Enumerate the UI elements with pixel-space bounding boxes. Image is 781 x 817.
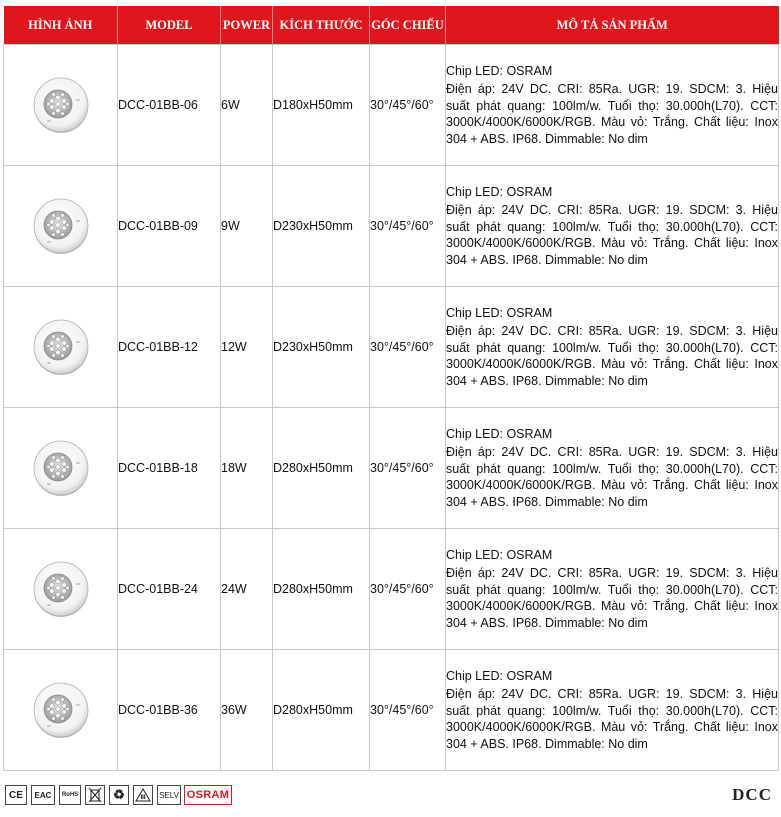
- description-cell: [446, 287, 779, 408]
- weee-bin-icon: [85, 785, 105, 805]
- eac-label: EAC: [34, 790, 52, 800]
- description-cell: [446, 529, 779, 650]
- model-cell: DCC-01BB-06: [118, 45, 221, 166]
- header-row: [4, 6, 779, 45]
- angle-cell: 30°/45°/60°: [370, 529, 446, 650]
- size-cell: D230xH50mm: [273, 166, 370, 287]
- size-cell: D280xH50mm: [273, 529, 370, 650]
- chip-text: Chip LED: OSRAM: [446, 668, 553, 683]
- svg-text:III: III: [140, 795, 146, 801]
- pool-light-icon: [31, 559, 91, 619]
- ce-label: CE: [9, 789, 23, 801]
- chip-text: Chip LED: OSRAM: [446, 184, 553, 199]
- pool-light-icon: [31, 680, 91, 740]
- model-cell: DCC-01BB-09: [118, 166, 221, 287]
- power-cell: 24W: [221, 529, 273, 650]
- osram-logo-icon: [184, 785, 232, 805]
- recycle-icon: ♻: [109, 785, 129, 805]
- product-image-cell: [4, 529, 118, 650]
- size-cell: D280xH50mm: [273, 650, 370, 771]
- description-text: Điện áp: 24V DC. CRI: 85Ra. UGR: 19. SDCM: 3. Hiệu suất phát quang: 100lm/w. Tuổi thọ: 30.000h(L70). CCT: 3000K/4000K/6000K/RGB. Màu vỏ: Trắng. Chất liệu: Inox 304 + ABS. IP68. Dimmable: No dim: [446, 687, 778, 751]
- size-cell: D280xH50mm: [273, 408, 370, 529]
- angle-cell: 30°/45°/60°: [370, 650, 446, 771]
- description-text: Điện áp: 24V DC. CRI: 85Ra. UGR: 19. SDCM: 3. Hiệu suất phát quang: 100lm/w. Tuổi thọ: 30.000h(L70). CCT: 3000K/4000K/6000K/RGB. Màu vỏ: Trắng. Chất liệu: Inox 304 + ABS. IP68. Dimmable: No dim: [446, 203, 778, 267]
- table-row: [4, 45, 779, 166]
- power-cell: 18W: [221, 408, 273, 529]
- eac-mark-icon: [31, 785, 55, 805]
- angle-cell: 30°/45°/60°: [370, 166, 446, 287]
- dcc-brand-logo: [732, 784, 772, 806]
- description-cell: [446, 45, 779, 166]
- pool-light-icon: [31, 196, 91, 256]
- product-image-cell: [4, 287, 118, 408]
- rohs-mark-icon: [59, 785, 81, 805]
- ce-mark-icon: [5, 785, 27, 805]
- product-image-cell: [4, 45, 118, 166]
- product-image-cell: [4, 408, 118, 529]
- header-model: MODEL: [118, 6, 221, 45]
- table-row: [4, 650, 779, 771]
- header-size: KÍCH THƯỚC: [273, 6, 370, 45]
- model-cell: DCC-01BB-18: [118, 408, 221, 529]
- power-cell: 9W: [221, 166, 273, 287]
- class-iii-icon: [133, 785, 153, 805]
- header-power: POWER: [221, 6, 273, 45]
- pool-light-icon: [31, 438, 91, 498]
- table-row: [4, 166, 779, 287]
- brand-text: DCC: [732, 785, 772, 804]
- chip-text: Chip LED: OSRAM: [446, 63, 553, 78]
- table-row: [4, 287, 779, 408]
- footer: [3, 784, 778, 808]
- description-text: Điện áp: 24V DC. CRI: 85Ra. UGR: 19. SDCM: 3. Hiệu suất phát quang: 100lm/w. Tuổi thọ: 30.000h(L70). CCT: 3000K/4000K/6000K/RGB. Màu vỏ: Trắng. Chất liệu: Inox 304 + ABS. IP68. Dimmable: No dim: [446, 566, 778, 630]
- angle-cell: 30°/45°/60°: [370, 45, 446, 166]
- selv-mark-icon: [157, 785, 181, 805]
- product-spec-table: [3, 6, 779, 771]
- description-text: Điện áp: 24V DC. CRI: 85Ra. UGR: 19. SDCM: 3. Hiệu suất phát quang: 100lm/w. Tuổi thọ: 30.000h(L70). CCT: 3000K/4000K/6000K/RGB. Màu vỏ: Trắng. Chất liệu: Inox 304 + ABS. IP68. Dimmable: No dim: [446, 82, 778, 146]
- description-text: Điện áp: 24V DC. CRI: 85Ra. UGR: 19. SDCM: 3. Hiệu suất phát quang: 100lm/w. Tuổi thọ: 30.000h(L70). CCT: 3000K/4000K/6000K/RGB. Màu vỏ: Trắng. Chất liệu: Inox 304 + ABS. IP68. Dimmable: No dim: [446, 445, 778, 509]
- description-cell: [446, 166, 779, 287]
- size-cell: D180xH50mm: [273, 45, 370, 166]
- product-image-cell: [4, 650, 118, 771]
- angle-cell: 30°/45°/60°: [370, 408, 446, 529]
- description-cell: [446, 650, 779, 771]
- model-cell: DCC-01BB-24: [118, 529, 221, 650]
- chip-text: Chip LED: OSRAM: [446, 305, 553, 320]
- power-cell: 6W: [221, 45, 273, 166]
- description-text: Điện áp: 24V DC. CRI: 85Ra. UGR: 19. SDCM: 3. Hiệu suất phát quang: 100lm/w. Tuổi thọ: 30.000h(L70). CCT: 3000K/4000K/6000K/RGB. Màu vỏ: Trắng. Chất liệu: Inox 304 + ABS. IP68. Dimmable: No dim: [446, 324, 778, 388]
- product-image-cell: [4, 166, 118, 287]
- table-row: [4, 408, 779, 529]
- power-cell: 36W: [221, 650, 273, 771]
- rohs-label: RoHS: [61, 791, 79, 798]
- selv-label: SELV: [159, 790, 179, 800]
- model-cell: DCC-01BB-36: [118, 650, 221, 771]
- header-description: MÔ TẢ SẢN PHẨM: [446, 6, 779, 45]
- angle-cell: 30°/45°/60°: [370, 287, 446, 408]
- pool-light-icon: [31, 75, 91, 135]
- size-cell: D230xH50mm: [273, 287, 370, 408]
- header-angle: GÓC CHIẾU: [370, 6, 446, 45]
- header-image: HÌNH ẢNH: [4, 6, 118, 45]
- table-row: [4, 529, 779, 650]
- power-cell: 12W: [221, 287, 273, 408]
- osram-label: OSRAM: [186, 789, 230, 801]
- chip-text: Chip LED: OSRAM: [446, 547, 553, 562]
- model-cell: DCC-01BB-12: [118, 287, 221, 408]
- description-cell: [446, 408, 779, 529]
- pool-light-icon: [31, 317, 91, 377]
- chip-text: Chip LED: OSRAM: [446, 426, 553, 441]
